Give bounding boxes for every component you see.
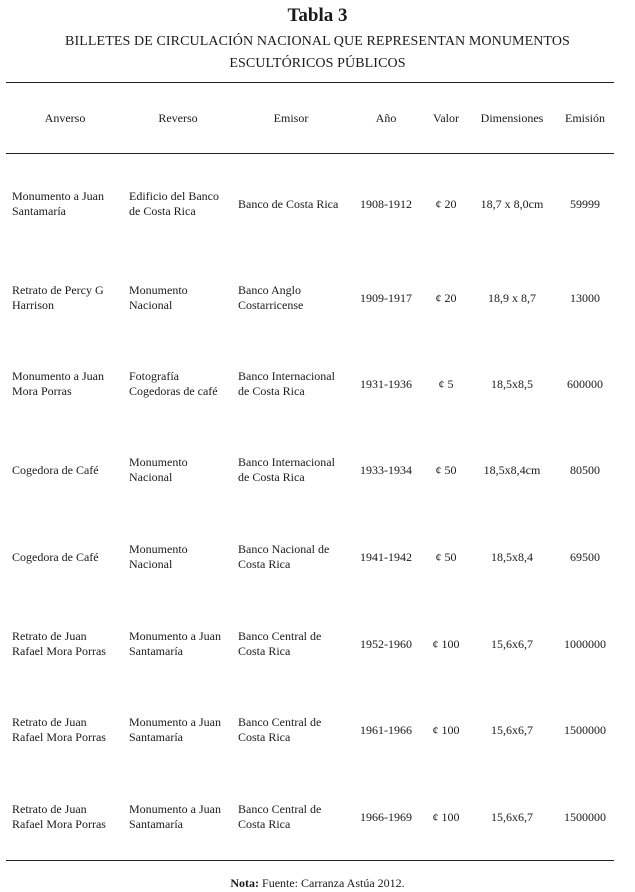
- cell-line: Banco Internacional: [238, 369, 335, 383]
- top-rule: [6, 82, 614, 83]
- header-ano: Año: [375, 111, 397, 125]
- cell-line: Monumento a Juan: [12, 189, 104, 203]
- cell-line: Santamaría: [129, 817, 183, 831]
- cell-line: Costa Rica: [238, 730, 291, 744]
- cell-line: Monumento a Juan: [129, 629, 221, 643]
- cell-ano: 1941-1942: [360, 549, 412, 564]
- header-emision: Emisión: [564, 111, 605, 125]
- cell-reverso: [129, 542, 234, 572]
- header-valor: Valor: [433, 111, 459, 125]
- cell-ano: 1931-1936: [360, 376, 412, 391]
- cell-valor: ¢ 100: [432, 809, 460, 824]
- cell-line: de Costa Rica: [238, 470, 305, 484]
- cell-line: Costa Rica: [238, 557, 291, 571]
- cell-line: Monumento: [129, 283, 188, 297]
- cell-anverso: [12, 550, 124, 565]
- cell-line: Banco Central de: [238, 629, 322, 643]
- cell-reverso: [129, 715, 234, 745]
- cell-reverso: [129, 802, 234, 832]
- subtitle-line-1: BILLETES DE CIRCULACIÓN NACIONAL QUE REPRESENTAN MONUMENTOS: [65, 34, 570, 49]
- cell-reverso: [129, 369, 234, 399]
- cell-valor: ¢ 50: [435, 462, 457, 477]
- cell-line: Costa Rica: [238, 644, 291, 658]
- cell-emision: 69500: [570, 549, 600, 564]
- cell-line: Retrato de Juan: [12, 715, 87, 729]
- cell-line: Banco Central de: [238, 715, 322, 729]
- cell-valor: ¢ 100: [432, 722, 460, 737]
- cell-line: Banco Central de: [238, 802, 322, 816]
- cell-ano: 1952-1960: [360, 636, 412, 651]
- cell-valor: ¢ 20: [435, 196, 457, 211]
- cell-line: Cogedora de Café: [12, 462, 99, 477]
- cell-line: Monumento: [129, 542, 188, 556]
- cell-emisor: [238, 802, 354, 832]
- cell-emisor: [238, 542, 354, 572]
- cell-line: Harrison: [12, 298, 54, 312]
- cell-dimensiones: 18,5x8,4cm: [483, 462, 541, 477]
- cell-line: Edificio del Banco: [129, 189, 219, 203]
- cell-anverso: [12, 369, 124, 399]
- note-label: Nota:: [230, 876, 260, 890]
- cell-line: Mora Porras: [12, 384, 72, 398]
- cell-line: Costarricense: [238, 298, 304, 312]
- cell-reverso: [129, 629, 234, 659]
- cell-line: Banco de Costa Rica: [238, 196, 339, 211]
- cell-valor: ¢ 100: [432, 636, 460, 651]
- cell-line: Monumento a Juan: [129, 715, 221, 729]
- table-note: [0, 876, 635, 891]
- cell-line: Nacional: [129, 470, 173, 484]
- table-title: Tabla 3: [287, 5, 348, 26]
- cell-line: Monumento a Juan: [12, 369, 104, 383]
- cell-anverso: [12, 463, 124, 478]
- header-anverso: Anverso: [44, 111, 86, 125]
- cell-dimensiones: 15,6x6,7: [491, 636, 533, 651]
- header-emisor: Emisor: [273, 111, 309, 125]
- cell-anverso: [12, 283, 124, 313]
- cell-reverso: [129, 455, 234, 485]
- cell-dimensiones: 15,6x6,7: [491, 722, 533, 737]
- cell-dimensiones: 18,5x8,5: [491, 376, 533, 391]
- cell-line: Santamaría: [129, 730, 183, 744]
- cell-dimensiones: 18,9 x 8,7: [488, 290, 536, 305]
- cell-emision: 1500000: [564, 722, 606, 737]
- cell-emision: 59999: [570, 196, 600, 211]
- cell-line: Rafael Mora Porras: [12, 644, 106, 658]
- cell-line: Santamaría: [129, 644, 183, 658]
- cell-anverso: [12, 189, 124, 219]
- cell-line: Cogedora de Café: [12, 549, 99, 564]
- cell-emisor: [238, 629, 354, 659]
- cell-emision: 13000: [570, 290, 600, 305]
- cell-line: Rafael Mora Porras: [12, 817, 106, 831]
- cell-emision: 1500000: [564, 809, 606, 824]
- cell-emision: 1000000: [564, 636, 606, 651]
- cell-valor: ¢ 50: [435, 549, 457, 564]
- cell-emisor: [238, 369, 354, 399]
- cell-anverso: [12, 802, 124, 832]
- subtitle-line-2: ESCULTÓRICOS PÚBLICOS: [229, 56, 406, 71]
- cell-ano: 1933-1934: [360, 462, 412, 477]
- cell-anverso: [12, 715, 124, 745]
- cell-line: Nacional: [129, 298, 173, 312]
- cell-valor: ¢ 5: [438, 376, 454, 391]
- cell-line: Retrato de Percy G: [12, 283, 104, 297]
- cell-line: Santamaría: [12, 204, 66, 218]
- cell-anverso: [12, 629, 124, 659]
- cell-line: Monumento: [129, 455, 188, 469]
- cell-line: Nacional: [129, 557, 173, 571]
- table-subtitle: [0, 31, 635, 75]
- cell-emisor: [238, 283, 354, 313]
- header-rule: [6, 153, 614, 154]
- cell-reverso: [129, 283, 234, 313]
- header-dimensiones: Dimensiones: [480, 111, 544, 125]
- cell-line: Banco Anglo: [238, 283, 301, 297]
- cell-dimensiones: 18,7 x 8,0cm: [480, 196, 544, 211]
- cell-dimensiones: 18,5x8,4: [491, 549, 533, 564]
- cell-line: de Costa Rica: [129, 204, 196, 218]
- cell-line: Banco Internacional: [238, 455, 335, 469]
- cell-line: Fotografía: [129, 369, 179, 383]
- cell-line: Costa Rica: [238, 817, 291, 831]
- cell-ano: 1909-1917: [360, 290, 412, 305]
- note-text: Fuente: Carranza Astúa 2012.: [262, 876, 405, 890]
- cell-emisor: [238, 715, 354, 745]
- cell-line: Cogedoras de café: [129, 384, 218, 398]
- header-reverso: Reverso: [158, 111, 198, 125]
- cell-emision: 80500: [570, 462, 600, 477]
- cell-line: Banco Nacional de: [238, 542, 330, 556]
- cell-line: Retrato de Juan: [12, 629, 87, 643]
- cell-valor: ¢ 20: [435, 290, 457, 305]
- cell-line: Retrato de Juan: [12, 802, 87, 816]
- cell-ano: 1966-1969: [360, 809, 412, 824]
- cell-line: Monumento a Juan: [129, 802, 221, 816]
- cell-line: de Costa Rica: [238, 384, 305, 398]
- cell-line: Rafael Mora Porras: [12, 730, 106, 744]
- cell-dimensiones: 15,6x6,7: [491, 809, 533, 824]
- cell-emision: 600000: [567, 376, 603, 391]
- cell-emisor: [238, 455, 354, 485]
- cell-emisor: [238, 197, 354, 212]
- cell-ano: 1961-1966: [360, 722, 412, 737]
- bottom-rule: [6, 860, 614, 861]
- cell-ano: 1908-1912: [360, 196, 412, 211]
- cell-reverso: [129, 189, 234, 219]
